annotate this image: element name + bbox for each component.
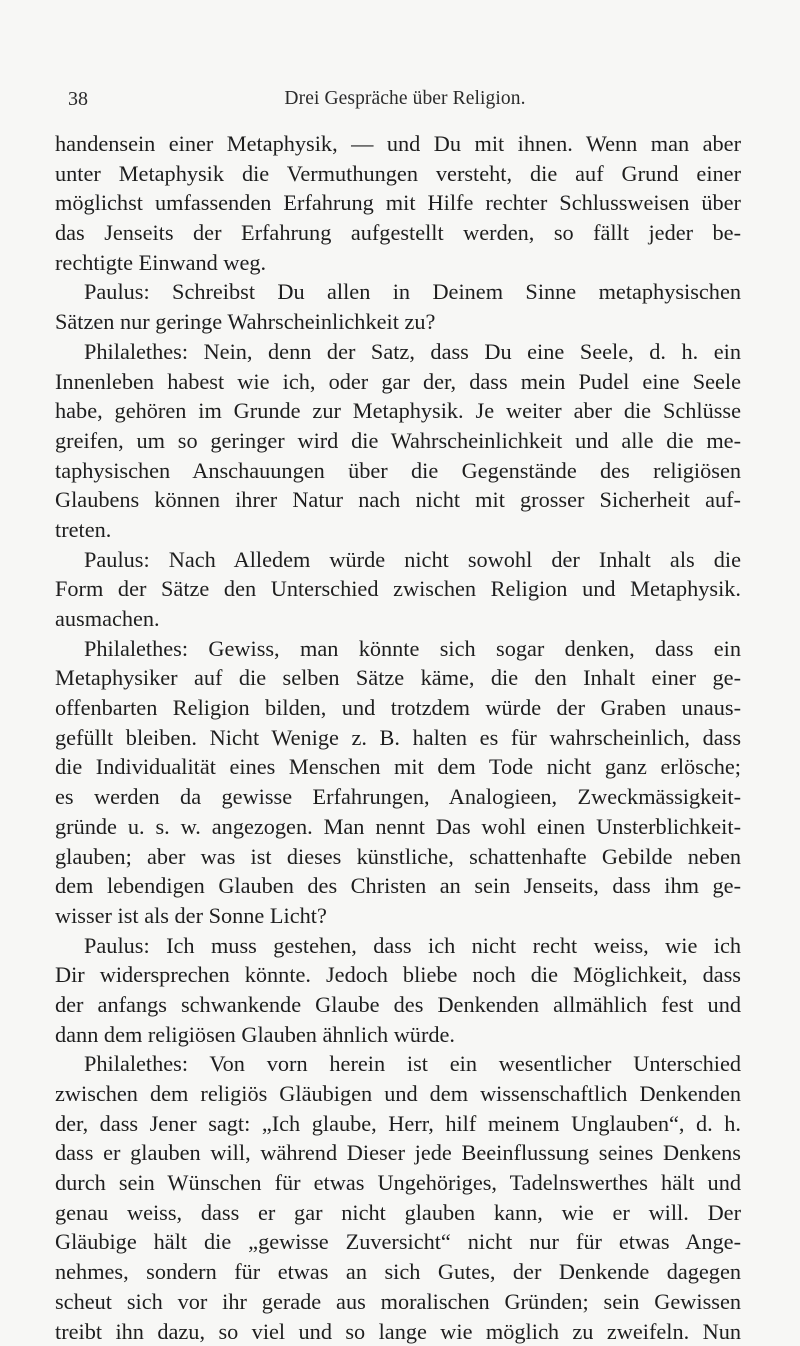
- text-line: dass er glauben will, während Dieser jede Beeinflussung seines Denkens: [55, 1138, 741, 1168]
- text-line: Sätzen nur geringe Wahrscheinlichkeit zu?: [55, 307, 741, 337]
- text-line: glauben; aber was ist dieses künstliche, schattenhafte Gebilde neben: [55, 842, 741, 872]
- text-line: Glaubens können ihrer Natur nach nicht mit grosser Sicherheit auf-: [55, 485, 741, 515]
- text-line: wisser ist als der Sonne Licht?: [55, 901, 741, 931]
- text-line: Paulus: Ich muss gestehen, dass ich nicht recht weiss, wie ich: [55, 931, 741, 961]
- body-text: [55, 129, 741, 1346]
- text-line: unter Metaphysik die Vermuthungen versteht, die auf Grund einer: [55, 159, 741, 189]
- text-line: taphysischen Anschauungen über die Gegenstände des religiösen: [55, 456, 741, 486]
- text-line: treibt ihn dazu, so viel und so lange wie möglich zu zweifeln. Nun: [55, 1317, 741, 1346]
- text-line: greifen, um so geringer wird die Wahrscheinlichkeit und alle die me-: [55, 426, 741, 456]
- text-line: Philalethes: Gewiss, man könnte sich sogar denken, dass ein: [55, 634, 741, 664]
- text-line: habe, gehören im Grunde zur Metaphysik. Je weiter aber die Schlüsse: [55, 396, 741, 426]
- text-line: das Jenseits der Erfahrung aufgestellt werden, so fällt jeder be-: [55, 218, 741, 248]
- text-line: rechtigte Einwand weg.: [55, 248, 741, 278]
- text-line: Paulus: Schreibst Du allen in Deinem Sinne metaphysischen: [55, 277, 741, 307]
- text-line: Philalethes: Nein, denn der Satz, dass Du eine Seele, d. h. ein: [55, 337, 741, 367]
- text-line: offenbarten Religion bilden, und trotzdem würde der Graben unaus-: [55, 693, 741, 723]
- text-line: der anfangs schwankende Glaube des Denkenden allmählich fest und: [55, 990, 741, 1020]
- text-line: nehmes, sondern für etwas an sich Gutes, der Denkende dagegen: [55, 1257, 741, 1287]
- text-line: es werden da gewisse Erfahrungen, Analogieen, Zweckmässigkeit-: [55, 782, 741, 812]
- text-line: genau weiss, dass er gar nicht glauben kann, wie er will. Der: [55, 1198, 741, 1228]
- text-line: handensein einer Metaphysik, — und Du mit ihnen. Wenn man aber: [55, 129, 741, 159]
- page-number: 38: [68, 88, 88, 111]
- text-line: Metaphysiker auf die selben Sätze käme, die den Inhalt einer ge-: [55, 663, 741, 693]
- text-line: Innenleben habest wie ich, oder gar der, dass mein Pudel eine Seele: [55, 367, 741, 397]
- text-line: dann dem religiösen Glauben ähnlich würde.: [55, 1020, 741, 1050]
- running-title: Drei Gespräche über Religion.: [68, 88, 742, 110]
- text-line: durch sein Wünschen für etwas Ungehöriges, Tadelnswerthes hält und: [55, 1168, 741, 1198]
- text-line: Paulus: Nach Alledem würde nicht sowohl der Inhalt als die: [55, 545, 741, 575]
- text-line: Gläubige hält die „gewisse Zuversicht“ nicht nur für etwas Ange-: [55, 1227, 741, 1257]
- text-line: zwischen dem religiös Gläubigen und dem wissenschaftlich Denkenden: [55, 1079, 741, 1109]
- text-line: die Individualität eines Menschen mit dem Tode nicht ganz erlösche;: [55, 752, 741, 782]
- text-line: der, dass Jener sagt: „Ich glaube, Herr, hilf meinem Unglauben“, d. h.: [55, 1109, 741, 1139]
- page-header: [68, 88, 742, 118]
- text-line: ausmachen.: [55, 604, 741, 634]
- text-line: gründe u. s. w. angezogen. Man nennt Das wohl einen Unsterblichkeit-: [55, 812, 741, 842]
- text-line: Dir widersprechen könnte. Jedoch bliebe noch die Möglichkeit, dass: [55, 960, 741, 990]
- text-line: möglichst umfassenden Erfahrung mit Hilfe rechter Schlussweisen über: [55, 188, 741, 218]
- text-line: scheut sich vor ihr gerade aus moralischen Gründen; sein Gewissen: [55, 1287, 741, 1317]
- text-line: treten.: [55, 515, 741, 545]
- text-line: dem lebendigen Glauben des Christen an sein Jenseits, dass ihm ge-: [55, 871, 741, 901]
- text-line: gefüllt bleiben. Nicht Wenige z. B. halten es für wahrscheinlich, dass: [55, 723, 741, 753]
- text-line: Philalethes: Von vorn herein ist ein wesentlicher Unterschied: [55, 1049, 741, 1079]
- text-line: Form der Sätze den Unterschied zwischen Religion und Metaphysik.: [55, 574, 741, 604]
